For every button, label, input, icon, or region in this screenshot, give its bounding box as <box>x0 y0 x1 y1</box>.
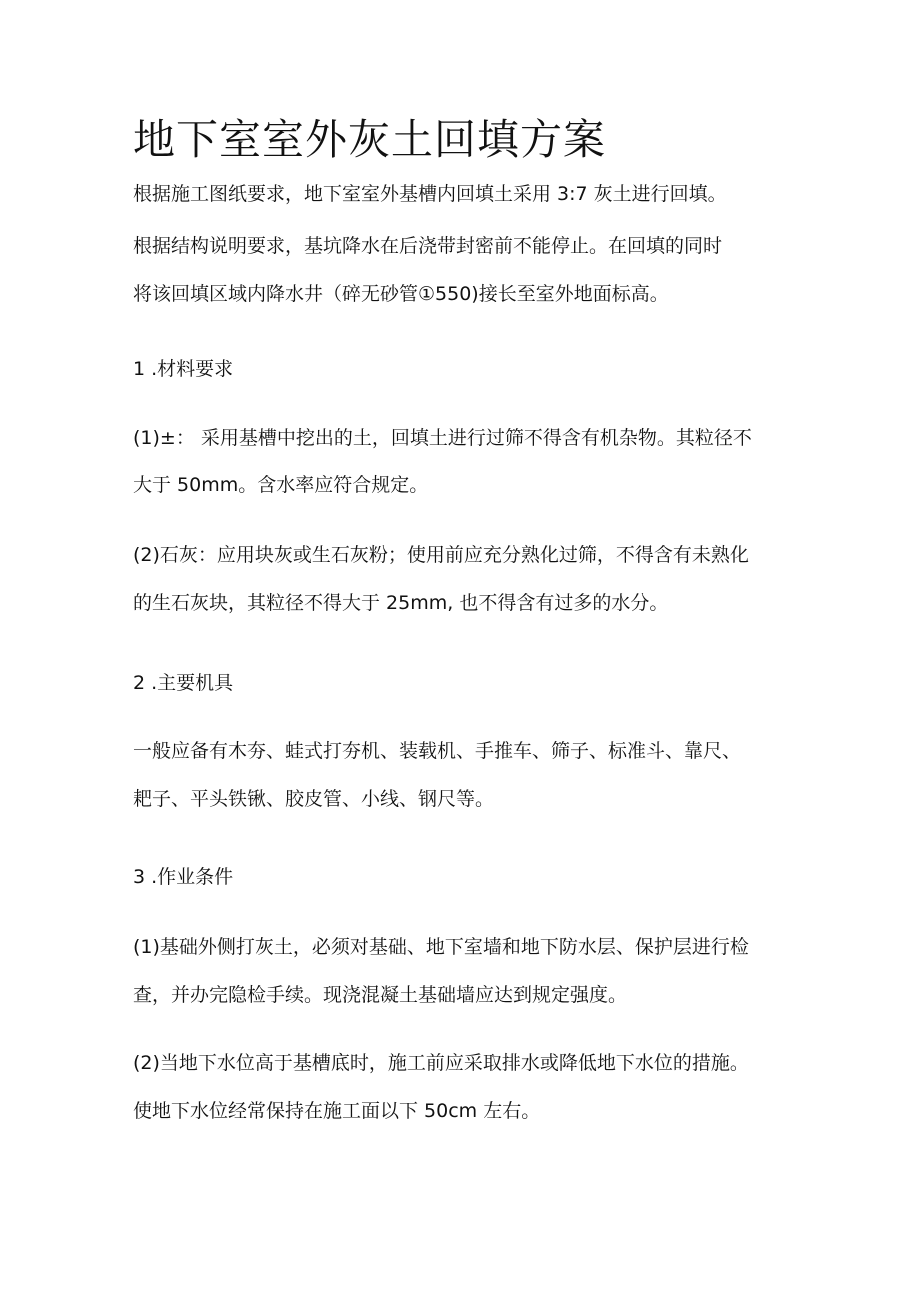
section-1-item-1-line-2: 大于 50mm。含水率应符合规定。 <box>133 474 429 496</box>
section-2-heading: 2 .主要机具 <box>133 672 234 694</box>
section-1-item-1-line-1: (1)±： 采用基槽中挖出的土，回填土进行过筛不得含有机杂物。其粒径不 <box>133 427 752 449</box>
section-1-item-2-line-1: (2)石灰：应用块灰或生石灰粉；使用前应充分熟化过筛，不得含有未熟化 <box>133 544 749 566</box>
intro-line-2: 根据结构说明要求，基坑降水在后浇带封密前不能停止。在回填的同时 <box>133 235 723 257</box>
section-2-body-line-1: 一般应备有木夯、蛙式打夯机、装载机、手推车、筛子、标准斗、靠尺、 <box>133 740 742 762</box>
section-2-body-line-2: 耙子、平头铁锹、胶皮管、小线、钢尺等。 <box>133 788 495 810</box>
section-3-item-2-line-2: 使地下水位经常保持在施工面以下 50cm 左右。 <box>133 1100 541 1122</box>
intro-line-3: 将该回填区域内降水井（碎无砂管①550)接长至室外地面标高。 <box>133 283 669 305</box>
section-1-item-2-line-2: 的生石灰块，其粒径不得大于 25mm, 也不得含有过多的水分。 <box>133 592 669 614</box>
document-title: 地下室室外灰土回填方案 <box>133 115 607 164</box>
intro-line-1: 根据施工图纸要求，地下室室外基槽内回填土采用 3:7 灰土进行回填。 <box>133 183 727 205</box>
section-3-item-2-line-1: (2)当地下水位高于基槽底时，施工前应采取排水或降低地下水位的措施。 <box>133 1052 749 1074</box>
section-1-heading: 1 .材料要求 <box>133 358 234 380</box>
section-3-item-1-line-1: (1)基础外侧打灰土，必须对基础、地下室墙和地下防水层、保护层进行检 <box>133 936 749 958</box>
section-3-heading: 3 .作业条件 <box>133 866 234 888</box>
section-3-item-1-line-2: 查，并办完隐检手续。现浇混凝土基础墙应达到规定强度。 <box>133 984 628 1006</box>
